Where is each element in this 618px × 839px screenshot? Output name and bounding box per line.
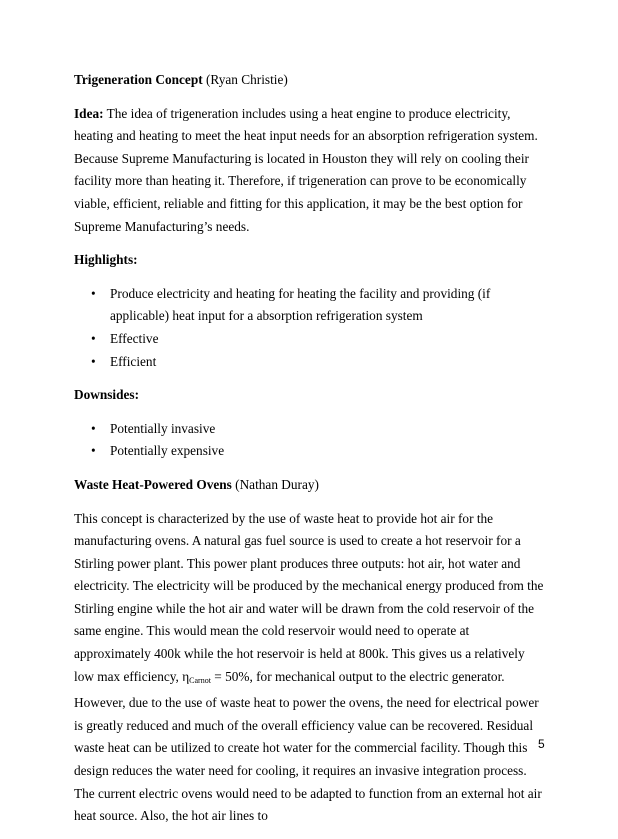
list-item [74, 328, 546, 351]
list-item-text: Potentially expensive [110, 443, 225, 459]
bullet-icon: • [91, 420, 96, 436]
paragraph-text-part2: , for mechanical output to the electric generator. However, due to the use of waste heat to power the ovens, the need for electrical power is greatly reduced and much of the overall efficiency value can be recovered. Residual waste heat can be utilized to create hot water for the commercial facility. Though this design reduces the water need for cooling, it requires an invasive integration process. The current electric ovens would need to be adapted to function from an external hot air heat source. Also, the hot air lines to [74, 668, 542, 824]
list-item-text: Efficient [110, 353, 157, 369]
idea-label: Idea: [74, 105, 104, 121]
paragraph-text-part1: This concept is characterized by the use of waste heat to provide hot air for the manufacturing ovens. A natural gas fuel source is used to create a hot reservoir for a Stirling power plant. This power plant produces three outputs: hot air, hot water and electricity. The electricity will be produced by the mechanical energy produced from the Stirling engine while the hot air and water will be drawn from the cold reservoir of the same engine. This would mean the cold reservoir would need to operate at approximately 400k while the hot reservoir is held at 800k. This gives us a relatively low max efficiency, [74, 510, 544, 684]
list-item-text: Produce electricity and heating for heating the facility and providing (if applicable) heat input for a absorption refrigeration system [110, 285, 491, 324]
section-title: Waste Heat-Powered Ovens [74, 476, 232, 492]
bullet-icon: • [91, 330, 96, 346]
downsides-list [74, 418, 546, 463]
highlights-label: Highlights: [74, 252, 138, 268]
eta-value: = 50% [210, 668, 250, 684]
section-heading-trigeneration [74, 69, 546, 92]
highlights-heading [74, 249, 546, 272]
list-item-text: Potentially invasive [110, 420, 216, 436]
section-title: Trigeneration Concept [74, 72, 203, 87]
section-heading-waste-heat [74, 474, 546, 497]
eta-subscript: Carnot [189, 675, 211, 685]
section-author: (Nathan Duray) [235, 476, 319, 492]
downsides-label: Downsides: [74, 387, 140, 403]
bullet-icon: • [91, 353, 96, 369]
downsides-heading [74, 384, 546, 407]
page-number: 5 [538, 737, 545, 751]
idea-paragraph [74, 103, 546, 239]
idea-text: The idea of trigeneration includes using a heat engine to produce electricity, heating and heating to meet the heat input needs for an absorption refrigeration system. Because Supreme Manufacturing is located in Houston they will rely on cooling their facility more than heating it. Therefore, if trigeneration can prove to be economically viable, efficient, reliable and fitting for this application, it may be the best option for Supreme Manufacturing’s needs. [74, 105, 538, 234]
list-item-text: Effective [110, 330, 159, 346]
list-item [74, 440, 546, 463]
waste-heat-paragraph [74, 508, 546, 828]
page-content [74, 69, 546, 839]
bullet-icon: • [91, 443, 96, 459]
highlights-list [74, 283, 546, 373]
list-item [74, 283, 546, 328]
bullet-icon: • [91, 285, 96, 301]
section-author: (Ryan Christie) [205, 72, 288, 87]
list-item [74, 418, 546, 441]
list-item [74, 351, 546, 374]
eta-symbol: η [182, 668, 190, 684]
